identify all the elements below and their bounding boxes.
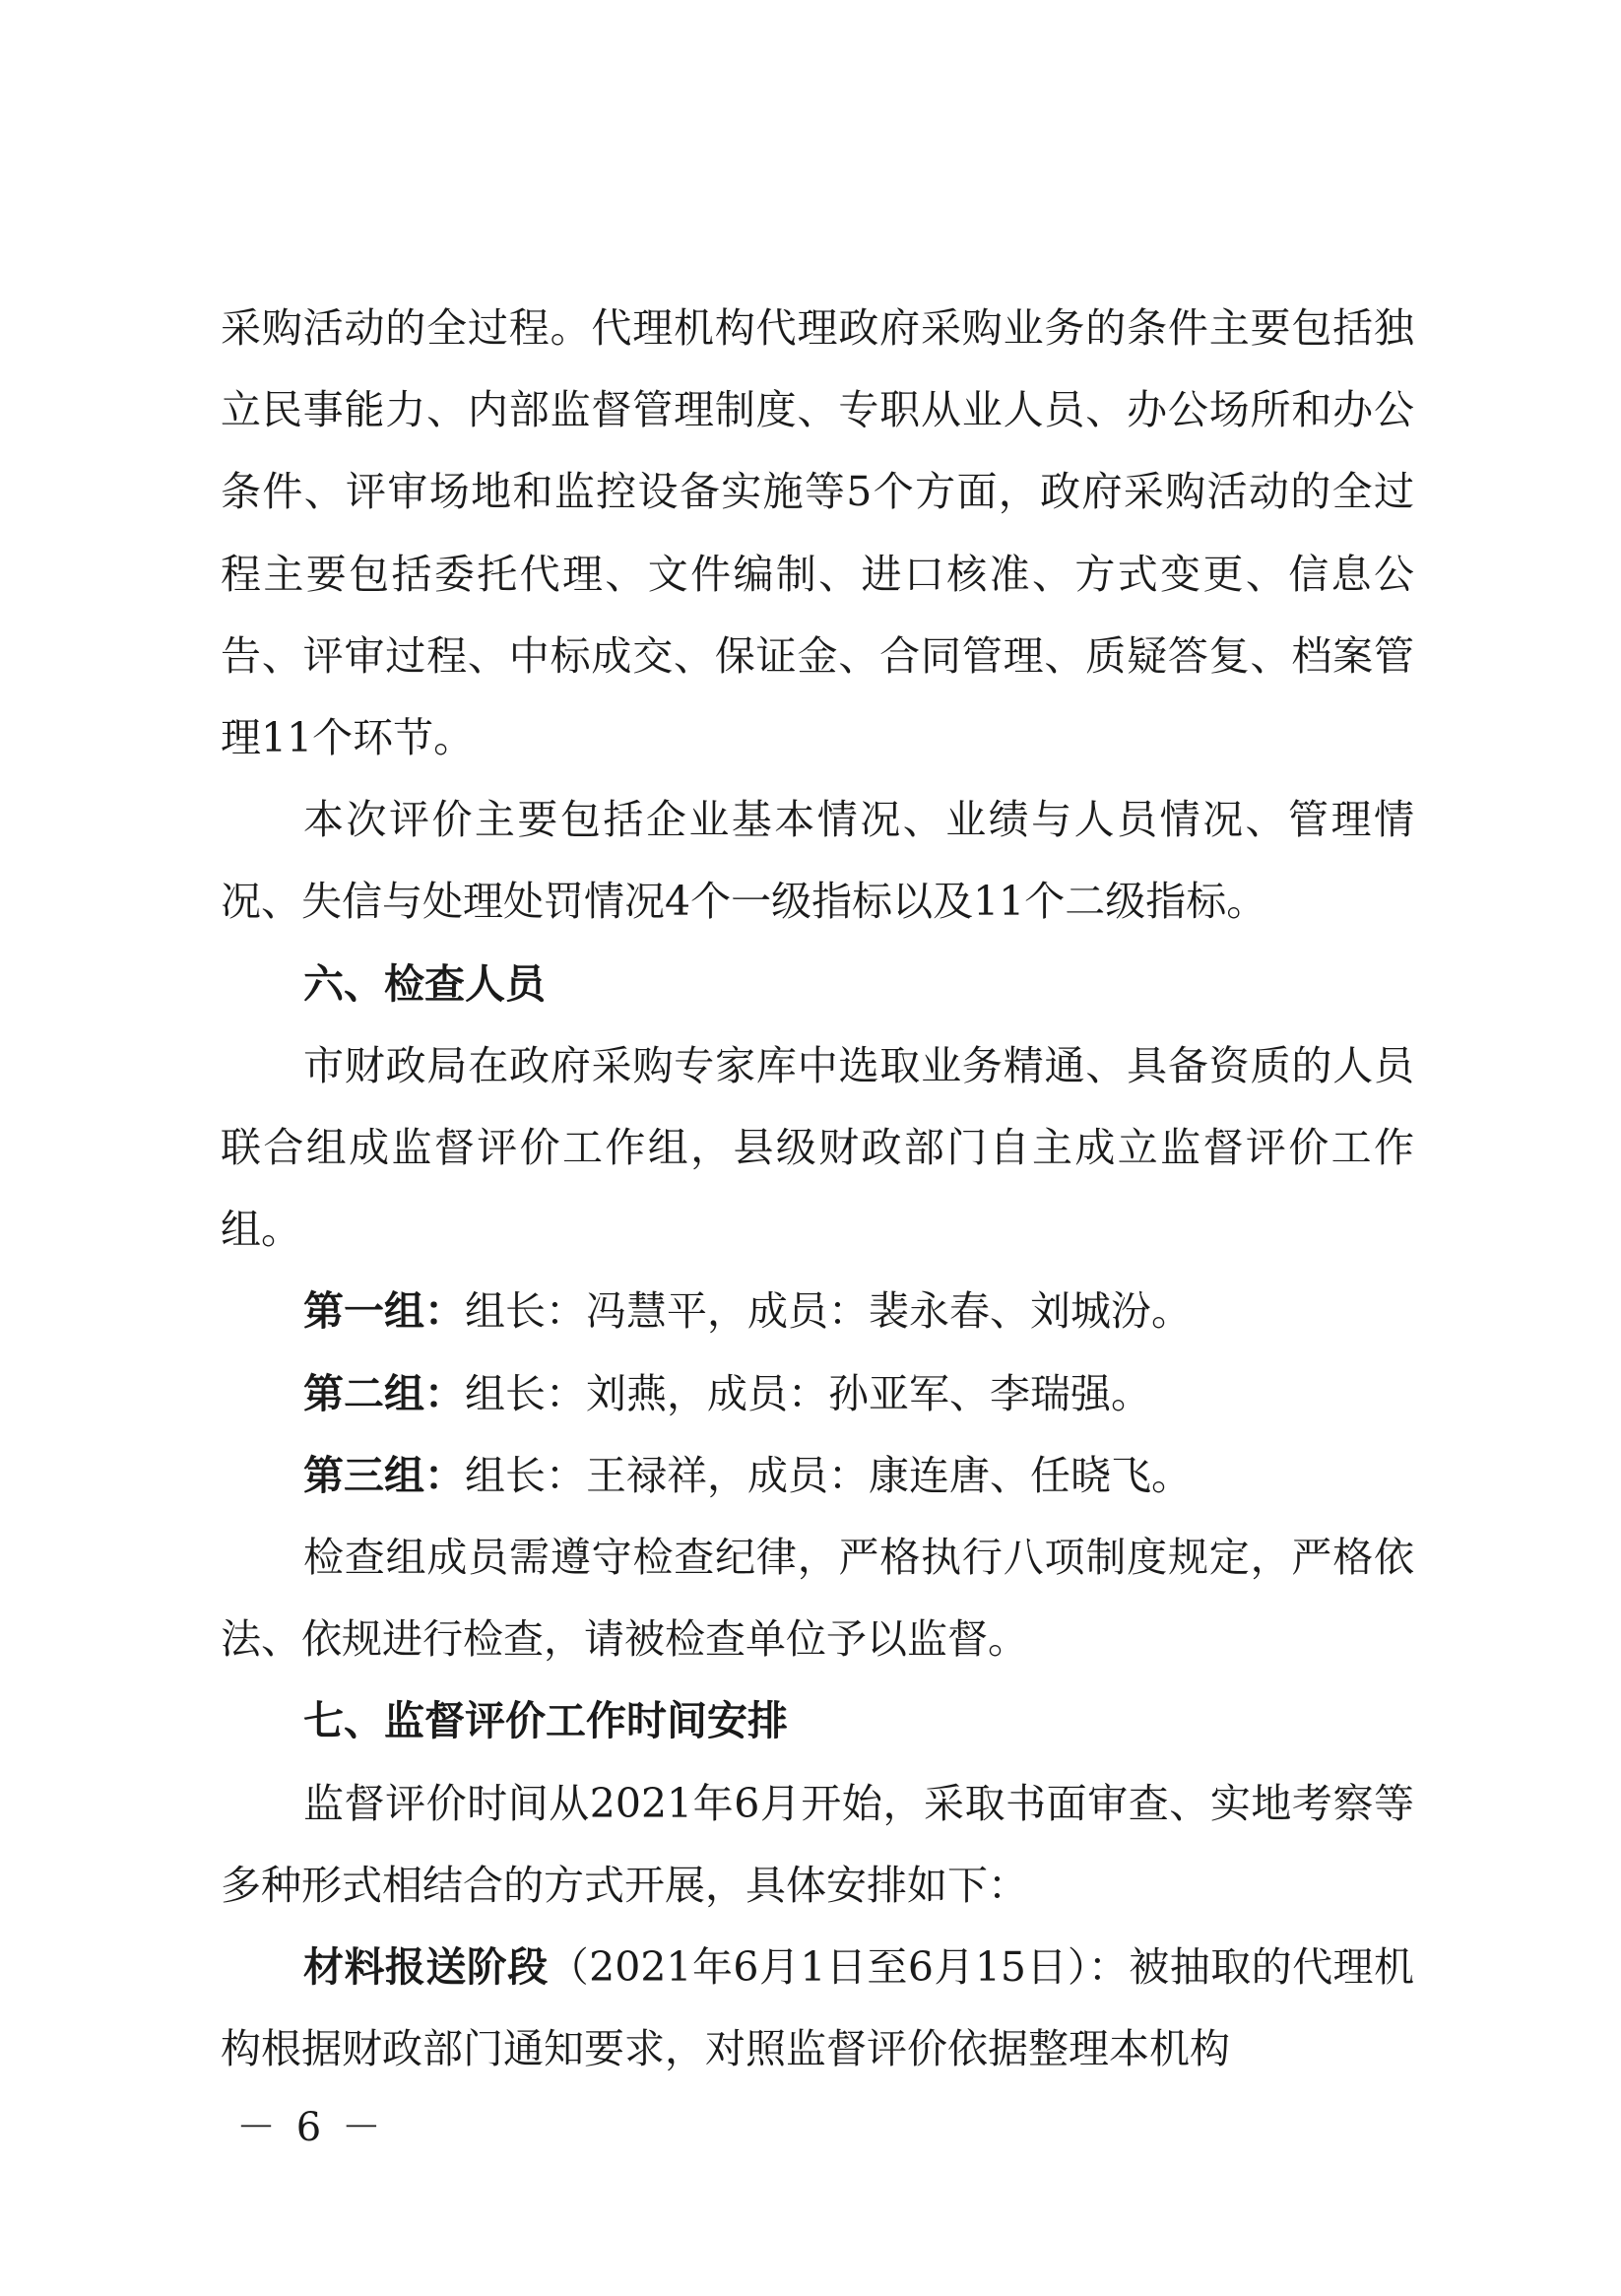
paragraph-procurement-scope: 采购活动的全过程。代理机构代理政府采购业务的条件主要包括独立民事能力、内部监督管理制度、专职从业人员、办公场所和办公条件、评审场地和监控设备实施等5个方面，政府采购活动的全过程主要包括委托代理、文件编制、进口核准、方式变更、信息公告、评审过程、中标成交、保证金、合同管理、质疑答复、档案管理11个环节。 [221,304,1414,762]
paragraph-material-submission [221,1927,1414,2090]
group-one-label: 第一组： [303,1287,465,1336]
group-two-members: 组长：刘燕，成员：孙亚军、李瑞强。 [465,1369,1151,1417]
section-heading-schedule: 七、监督评价工作时间安排 [303,1697,788,1745]
page-number: － 6 － [236,2105,385,2150]
paragraph-working-group: 市财政局在政府采购专家库中选取业务精通、具备资质的人员联合组成监督评价工作组，县级财政部门自主成立监督评价工作组。 [221,1041,1414,1254]
paragraph-schedule-intro: 监督评价时间从2021年6月开始，采取书面审查、实地考察等多种形式相结合的方式开展，具体安排如下： [221,1779,1414,1909]
group-one-line [221,1271,1414,1352]
group-two-line [221,1353,1414,1435]
stage-text: （2021年6月1日至6月15日）：被抽取的代理机构根据财政部门通知要求，对照监督评价依据整理本机构 [221,1943,1415,2073]
document-body [221,288,1414,2090]
group-three-line [221,1435,1414,1517]
paragraph-inspection-discipline: 检查组成员需遵守检查纪律，严格执行八项制度规定，严格依法、依规进行检查，请被检查单位予以监督。 [221,1534,1414,1664]
group-three-label: 第三组： [303,1451,465,1499]
group-one-members: 组长：冯慧平，成员：裴永春、刘城汾。 [465,1287,1192,1336]
section-heading-inspectors: 六、检查人员 [303,959,546,1008]
group-three-members: 组长：王禄祥，成员：康连唐、任晓飞。 [465,1451,1192,1499]
stage-label: 材料报送阶段 [303,1943,549,1992]
paragraph-evaluation-indicators: 本次评价主要包括企业基本情况、业绩与人员情况、管理情况、失信与处理处罚情况4个一级指标以及11个二级指标。 [221,796,1414,926]
group-two-label: 第二组： [303,1369,465,1417]
